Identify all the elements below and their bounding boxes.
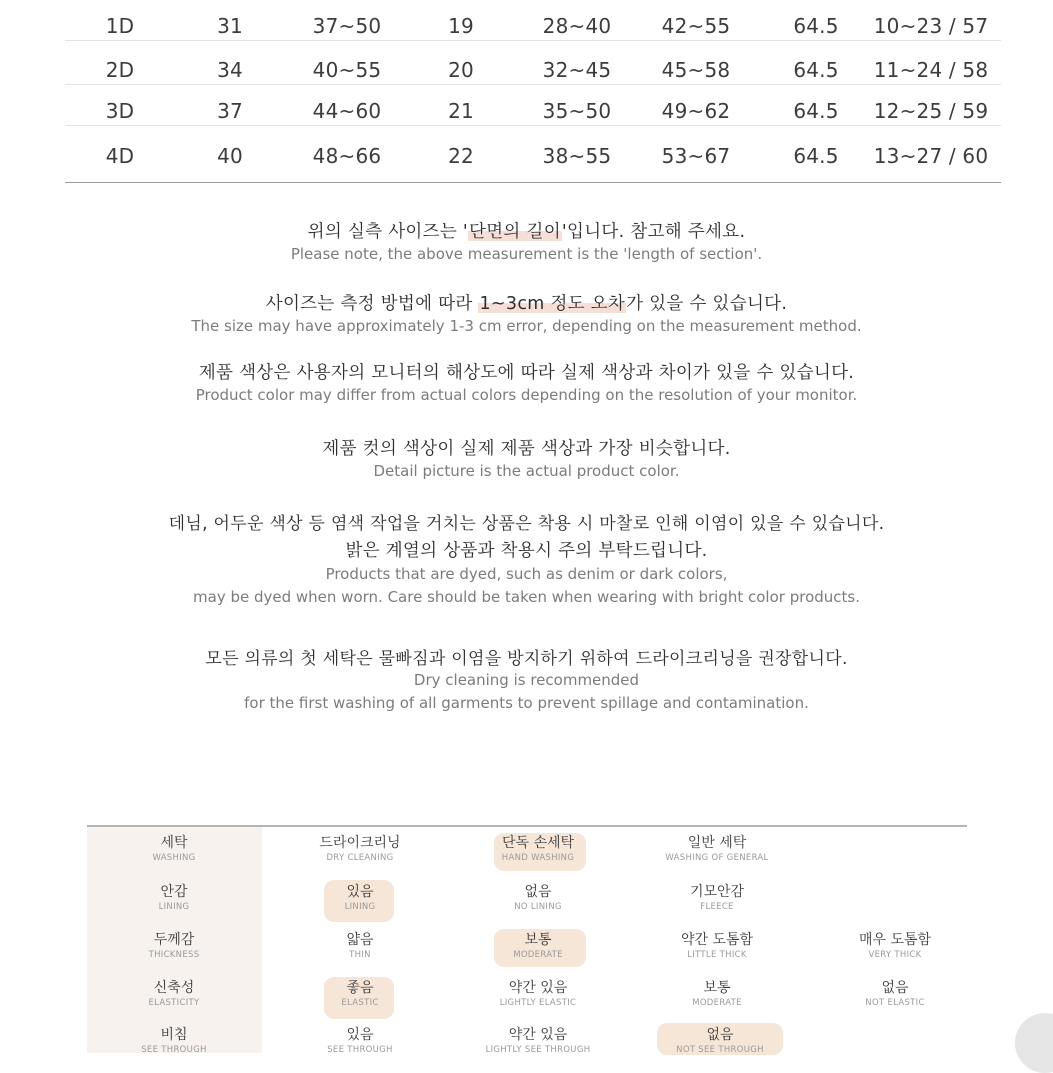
note-en: Please note, the above measurement is the 'length of section'. (290, 245, 763, 263)
care-option-thin: 얇음 THIN (346, 932, 374, 960)
size-cell: 2D (105, 58, 135, 82)
note-ko-text: 사이즈는 측정 방법에 따라 (265, 294, 479, 314)
size-cell: 21 (448, 99, 474, 123)
size-cell: 35~50 (542, 99, 612, 123)
size-cell: 42~55 (661, 14, 731, 38)
size-cell: 40 (217, 144, 243, 168)
care-option-not-see-through: 없음 NOT SEE THROUGH (676, 1027, 764, 1055)
care-table (87, 825, 967, 1053)
note-en: Detail picture is the actual product color. (373, 462, 680, 480)
size-cell: 11~24 / 58 (873, 58, 989, 82)
size-cell: 10~23 / 57 (873, 14, 989, 38)
care-option-lightly-elastic: 약간 있음 LIGHTLY ELASTIC (499, 980, 577, 1008)
size-cell: 40~55 (312, 58, 382, 82)
size-cell: 32~45 (542, 58, 612, 82)
note-en: Product color may differ from actual colors depending on the resolution of your monitor. (195, 386, 858, 404)
size-cell: 44~60 (312, 99, 382, 123)
size-cell: 19 (448, 14, 474, 38)
size-cell: 49~62 (661, 99, 731, 123)
note-ko-text: '입니다. 참고해 주세요. (561, 222, 746, 242)
note-ko-text: 위의 실측 사이즈는 ' (307, 222, 469, 242)
note-en: Dry cleaning is recommended (413, 671, 640, 689)
size-cell: 38~55 (542, 144, 612, 168)
size-cell: 13~27 / 60 (873, 144, 989, 168)
size-cell: 45~58 (661, 58, 731, 82)
size-cell: 37 (217, 99, 243, 123)
size-cell: 3D (105, 99, 135, 123)
care-row-label: 두께감 THICKNESS (148, 932, 200, 960)
note-ko: 모든 의류의 첫 세탁은 물빠짐과 이염을 방지하기 위하여 드라이크리닝을 권장합니다. (205, 649, 848, 669)
note-ko-text: 가 있을 수 있습니다. (626, 294, 788, 314)
size-cell: 64.5 (793, 99, 839, 123)
note-ko: 밝은 계열의 상품과 착용시 주의 부탁드립니다. (345, 541, 708, 561)
care-row-label: 신축성 ELASTICITY (148, 980, 200, 1008)
care-option-little-thick: 약간 도톰함 LITTLE THICK (680, 932, 754, 960)
size-cell: 53~67 (661, 144, 731, 168)
note-en: may be dyed when worn. Care should be taken when wearing with bright color products. (193, 588, 860, 606)
size-cell: 31 (217, 14, 243, 38)
care-option-hand-washing: 단독 손세탁 HAND WASHING (501, 835, 575, 863)
care-option-no-lining: 없음 NO LINING (514, 884, 562, 912)
size-cell: 1D (105, 14, 135, 38)
note-en: for the first washing of all garments to prevent spillage and contamination. (244, 694, 809, 712)
care-option-very-thick: 매우 도톰함 VERY THICK (858, 932, 932, 960)
care-option-general-washing: 일반 세탁 WASHING OF GENERAL (665, 835, 769, 863)
care-option-not-elastic: 없음 NOT ELASTIC (865, 980, 925, 1008)
note-ko: 제품 색상은 사용자의 모니터의 해상도에 따라 실제 색상과 차이가 있을 수 있습니다. (198, 363, 855, 383)
size-cell: 28~40 (542, 14, 612, 38)
size-cell: 34 (217, 58, 243, 82)
note-en: The size may have approximately 1-3 cm error, depending on the measurement method. (191, 317, 862, 335)
care-option-moderate: 보통 MODERATE (513, 932, 563, 960)
note-ko-highlight: 단면의 길이 (469, 222, 561, 242)
care-row-label: 세탁 WASHING (152, 835, 196, 863)
care-option-lightly-see-through: 약간 있음 LIGHTLY SEE THROUGH (485, 1027, 591, 1055)
care-row-label: 안감 LINING (158, 884, 190, 912)
care-option-elastic: 좋음 ELASTIC (341, 980, 379, 1008)
size-row (65, 130, 1001, 183)
note-en: Products that are dyed, such as denim or dark colors, (325, 565, 728, 583)
size-row (65, 0, 1001, 41)
size-cell: 48~66 (312, 144, 382, 168)
size-cell: 64.5 (793, 58, 839, 82)
size-cell: 64.5 (793, 14, 839, 38)
size-cell: 12~25 / 59 (873, 99, 989, 123)
note-ko-highlight: 1~3cm 정도 오차 (479, 294, 626, 314)
care-option-lining: 있음 LINING (344, 884, 376, 912)
size-cell: 37~50 (312, 14, 382, 38)
care-option-fleece: 기모안감 FLEECE (689, 884, 745, 912)
size-cell: 22 (448, 144, 474, 168)
note-ko (0, 218, 1053, 243)
size-cell: 4D (105, 144, 135, 168)
note-ko: 데님, 어두운 색상 등 염색 작업을 거치는 상품은 착용 시 마찰로 인해 이염이 있을 수 있습니다. (168, 514, 885, 534)
size-row (65, 44, 1001, 85)
size-cell: 20 (448, 58, 474, 82)
care-option-moderate-elastic: 보통 MODERATE (692, 980, 742, 1008)
care-option-see-through: 있음 SEE THROUGH (327, 1027, 393, 1055)
care-row-label: 비침 SEE THROUGH (141, 1027, 207, 1055)
size-row (65, 85, 1001, 126)
scroll-top-button[interactable] (1015, 1013, 1053, 1073)
note-ko (0, 290, 1053, 315)
care-option-dry-cleaning: 드라이크리닝 DRY CLEANING (319, 835, 401, 863)
note-ko: 제품 컷의 색상이 실제 제품 색상과 가장 비슷합니다. (322, 439, 731, 459)
size-cell: 64.5 (793, 144, 839, 168)
